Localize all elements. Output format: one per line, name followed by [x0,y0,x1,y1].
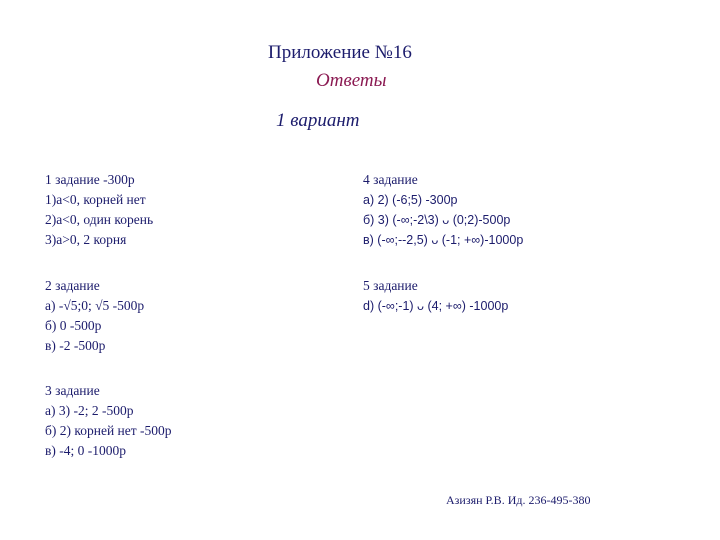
task-1-title: 1 задание -300р [45,172,135,187]
task-4-title: 4 задание [363,172,418,187]
task-4-block [363,170,523,250]
page-subtitle: Ответы [316,70,387,91]
task-2-line: б) 0 -500р [45,318,102,333]
task-2-block [45,276,144,356]
task-1-line: 2)a<0, один корень [45,212,154,227]
task-4-line: в) (-∞;--2,5) ᴗ (-1; +∞)-1000р [363,233,524,247]
variant-heading: 1 вариант [276,110,360,131]
task-1-line: 3)a>0, 2 корня [45,232,127,247]
task-3-title: 3 задание [45,383,100,398]
task-1-block [45,170,153,250]
task-3-line: а) 3) -2; 2 -500р [45,403,134,418]
task-5-line: d) (-∞;-1) ᴗ (4; +∞) -1000р [363,299,509,313]
author-signature: Азизян Р.В. Ид. 236-495-380 [446,493,591,507]
task-3-line: в) -4; 0 -1000р [45,443,126,458]
task-2-line: в) -2 -500р [45,338,106,353]
task-2-title: 2 задание [45,278,100,293]
page-title: Приложение №16 [268,42,412,63]
task-4-line: а) 2) (-6;5) -300р [363,193,458,207]
task-2-line: а) -√5;0; √5 -500р [45,298,145,313]
task-4-line: б) 3) (-∞;-2\3) ᴗ (0;2)-500р [363,213,511,227]
task-5-title: 5 задание [363,278,418,293]
task-3-block [45,381,172,461]
task-5-block [363,276,508,316]
task-1-line: 1)a<0, корней нет [45,192,146,207]
task-3-line: б) 2) корней нет -500р [45,423,172,438]
